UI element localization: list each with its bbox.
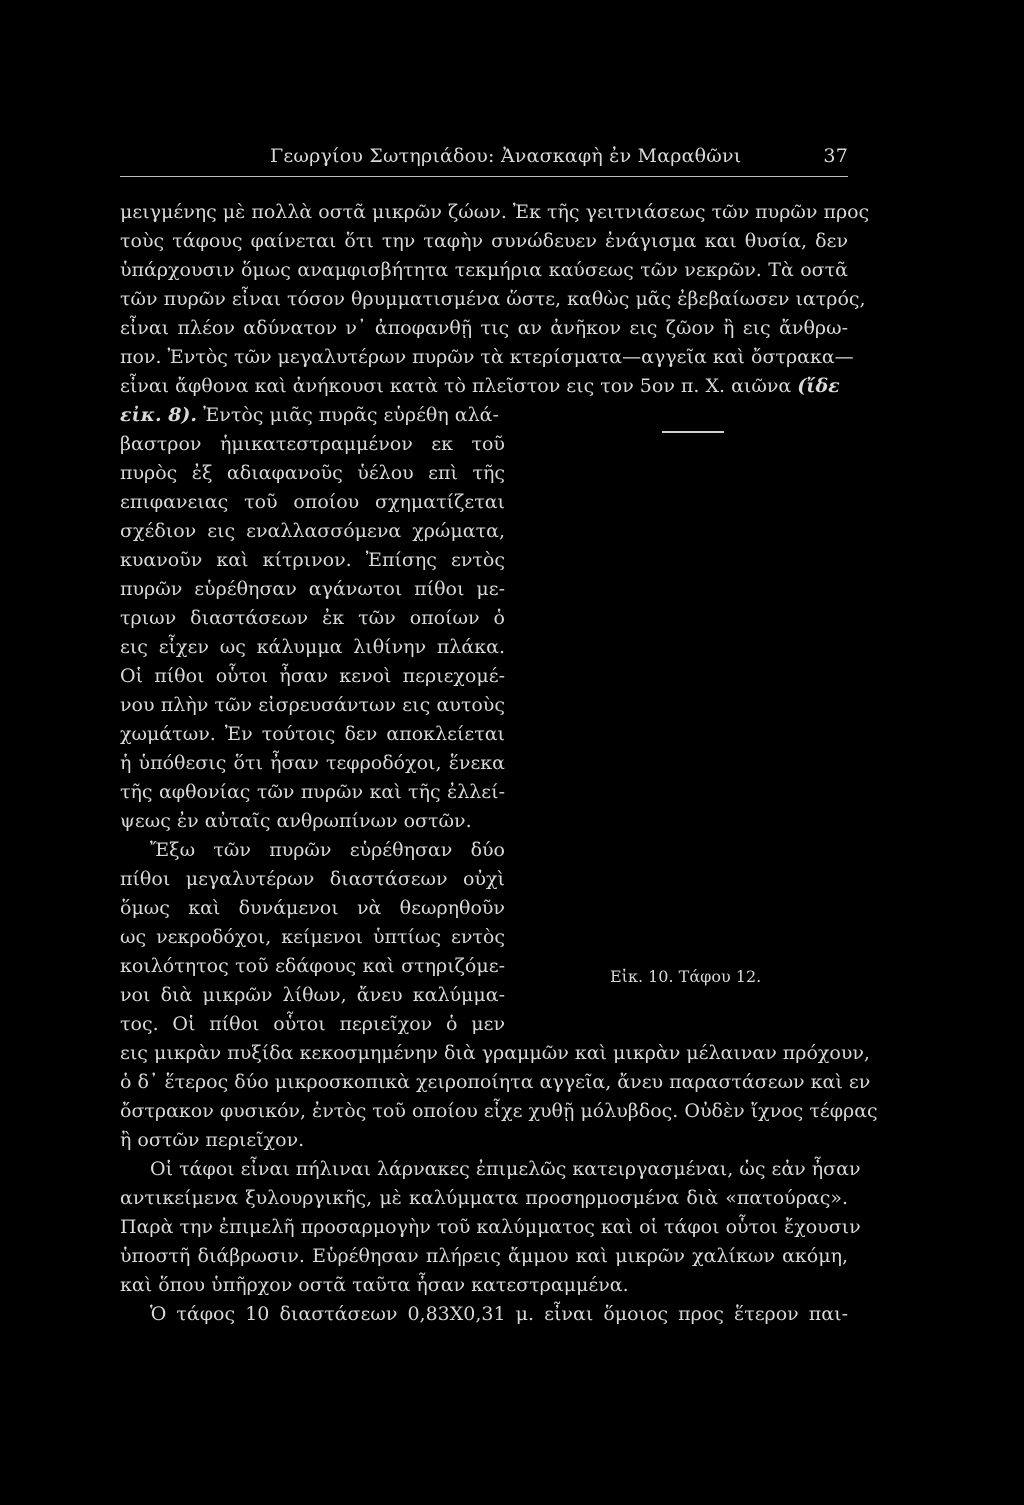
text-line: καὶ ὅπου ὑπῆρχον οστᾶ ταῦτα ἦσαν κατεστραμμένα. bbox=[120, 1274, 629, 1296]
text-line: εις εἶχεν ως κάλυμμα λιθίνην πλάκα. bbox=[120, 636, 505, 658]
text-line: ὁ δ᾽ ἕτερος δύο μικροσκοπικὰ χειροποίητα αγγεῖα, ἄνευ παραστάσεων καὶ εν bbox=[120, 1071, 871, 1093]
figure-reference: (ἴδε bbox=[797, 375, 840, 397]
text-line: κυανοῦν καὶ κίτρινον. Ἐπίσης εντὸς bbox=[120, 549, 505, 571]
figure-10 bbox=[610, 395, 840, 995]
text-line: πυρῶν εὑρέθησαν αγάνωτοι πίθοι με- bbox=[120, 578, 505, 600]
text-line: Ὁ τάφος 10 διαστάσεων 0,83Χ0,31 μ. εἶναι ὅμοιος προς ἕτερον παι- bbox=[150, 1303, 848, 1325]
text-line: Παρὰ την ἐπιμελῆ προσαρμογὴν τοῦ καλύμματος καὶ οἱ τάφοι οὗτοι ἔχουσιν bbox=[120, 1216, 861, 1238]
text-line: εις μικρὰν πυξίδα κεκοσμημένην διὰ γραμμῶν καὶ μικρὰν μέλαιναν πρόχουν, bbox=[120, 1042, 870, 1064]
figure-reference: εἰκ. 8). bbox=[120, 404, 198, 426]
text-line: Οἱ τάφοι εἶναι πήλιναι λάρνακες ἐπιμελῶς κατειργασμέναι, ὡς εἀν ἦσαν bbox=[150, 1158, 861, 1180]
page-number: 37 bbox=[823, 145, 848, 167]
text-line: πίθοι μεγαλυτέρων διαστάσεων οὐχὶ bbox=[120, 868, 505, 890]
text-line: τος. Οἱ πίθοι οὗτοι περιεῖχον ὁ μεν bbox=[120, 1013, 505, 1035]
text-line: ὑπάρχουσιν ὅμως αναμφισβήτητα τεκμήρια καύσεως τῶν νεκρῶν. Τὰ οστᾶ bbox=[120, 259, 848, 281]
text-line: ἡ ὑπόθεσις ὅτι ἦσαν τεφροδόχοι, ἕνεκα bbox=[120, 752, 505, 774]
header-title: Γεωργίου Σωτηριάδου: Ἀνασκαφὴ ἐν Μαραθῶνι bbox=[270, 145, 742, 167]
text-line: επιφανειας τοῦ οποίου σχηματίζεται bbox=[120, 491, 505, 513]
text-line: Οἱ πίθοι οὗτοι ἦσαν κενοὶ περιεχομέ- bbox=[120, 665, 505, 687]
text-line: ὄστρακον φυσικόν, ἐντὸς τοῦ οποίου εἶχε χυθῇ μόλυβδος. Οὐδὲν ἴχνος τέφρας bbox=[120, 1100, 878, 1122]
text-line: μειγμένης μὲ πολλὰ οστᾶ μικρῶν ζώων. Ἐκ τῆς γειτνιάσεως τῶν πυρῶν προς bbox=[120, 201, 870, 223]
text-line: ὑποστῆ διάβρωσιν. Εὑρέθησαν πλήρεις ἄμμου καὶ μικρῶν χαλίκων ακόμη, bbox=[120, 1245, 848, 1267]
text-line: ως νεκροδόχοι, κείμενοι ὑπτίως εντὸς bbox=[120, 926, 505, 948]
text-line: κοιλότητος τοῦ εδάφους καὶ στηριζόμε- bbox=[120, 955, 505, 977]
text-line: τῶν πυρῶν εἶναι τόσον θρυμματισμένα ὥστε, καθὼς μᾶς ἐβεβαίωσεν ιατρός, bbox=[120, 288, 866, 310]
text-line: τριων διαστάσεων ἐκ τῶν οποίων ὁ bbox=[120, 607, 505, 629]
text-line: βαστρον ἡμικατεστραμμένον εκ τοῦ bbox=[120, 433, 505, 455]
text-line: σχέδιον εις εναλλασσόμενα χρώματα, bbox=[120, 520, 505, 542]
text-line: αντικείμενα ξυλουργικῆς, μὲ καλύμματα προσηρμοσμένα διὰ «πατούρας». bbox=[120, 1187, 848, 1209]
text-span: Ἐντὸς μιᾶς πυρᾶς εὑρέθη αλά- bbox=[203, 404, 499, 426]
text-line: Ἔξω τῶν πυρῶν εὑρέθησαν δύο bbox=[150, 839, 505, 861]
text-line: πον. Ἐντὸς τῶν μεγαλυτέρων πυρῶν τὰ κτερίσματα—αγγεῖα καὶ ὄστρακα— bbox=[120, 346, 854, 368]
text-line: ψεως ἐν αὐταῖς ανθρωπίνων οστῶν. bbox=[120, 810, 472, 832]
text-line bbox=[120, 402, 505, 428]
text-line: νοι διὰ μικρῶν λίθων, ἄνευ καλύμμα- bbox=[120, 984, 505, 1006]
text-line: εἶναι πλέον αδύνατον ν᾽ ἀποφανθῇ τις αν ἀνῆκον εις ζῶον ἢ εις ἄνθρω- bbox=[120, 317, 848, 339]
figure-caption: Εἰκ. 10. Τάφου 12. bbox=[610, 967, 762, 986]
text-line: πυρὸς ἐξ αδιαφανοῦς ὑέλου επὶ τῆς bbox=[120, 462, 505, 484]
figure-mark bbox=[662, 431, 724, 433]
text-line: τῆς αφθονίας τῶν πυρῶν καὶ τῆς ἐλλεί- bbox=[120, 781, 505, 803]
text-line: ὅμως καὶ δυνάμενοι νὰ θεωρηθοῦν bbox=[120, 897, 505, 919]
header-rule bbox=[120, 176, 848, 177]
text-line: τοὺς τάφους φαίνεται ὅτι την ταφὴν συνώδευεν ἐνάγισμα και θυσία, δεν bbox=[120, 230, 848, 252]
text-line: νου πλὴν τῶν εἰσρευσάντων εις αυτοὺς bbox=[120, 694, 505, 716]
text-span: εἶναι ἄφθονα καὶ ἀνήκουσι κατὰ τὸ πλεῖστον εις τον 5ον π. Χ. αιῶνα bbox=[120, 375, 792, 397]
text-line: ἢ οστῶν περιεῖχον. bbox=[120, 1129, 305, 1151]
running-header bbox=[120, 145, 848, 175]
text-line: χωμάτων. Ἐν τούτοις δεν αποκλείεται bbox=[120, 723, 505, 745]
